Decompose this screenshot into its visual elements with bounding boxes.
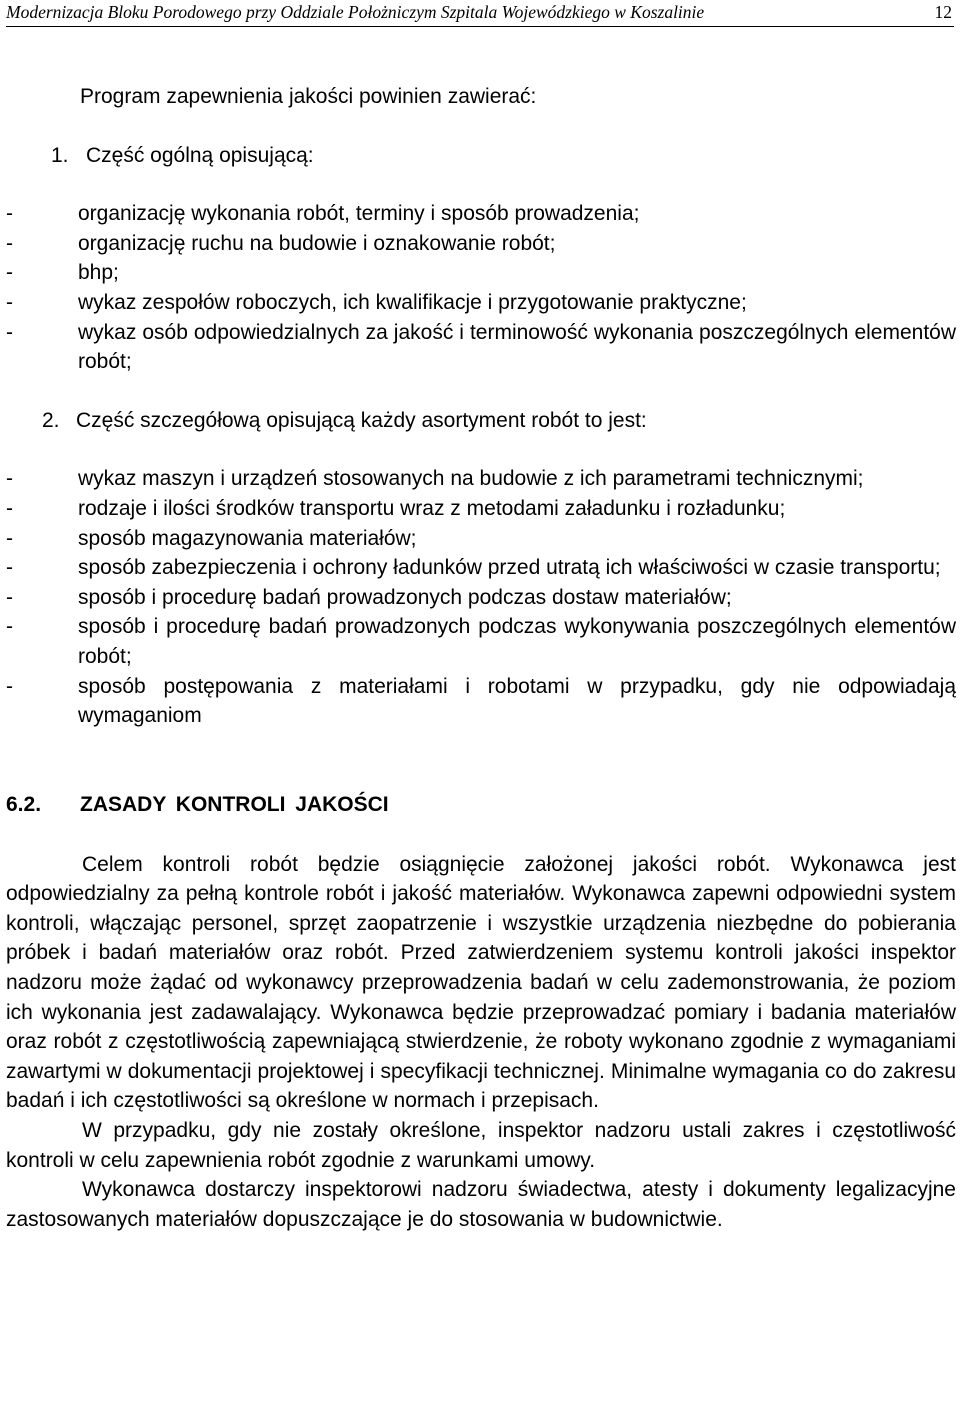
document-body <box>6 82 956 1234</box>
list-item: - sposób magazynowania materiałów; <box>6 524 956 554</box>
header-title: Modernizacja Bloku Porodowego przy Oddziale Położniczym Szpitala Wojewódzkiego w Koszalinie <box>6 2 705 22</box>
section-number: 6.2. <box>6 792 42 816</box>
page-number: 12 <box>934 2 952 22</box>
section-heading <box>6 790 956 820</box>
part2-list <box>6 464 956 730</box>
part1-title: Część ogólną opisującą: <box>86 143 314 167</box>
part1-list <box>6 199 956 377</box>
list-item: - wykaz osób odpowiedzialnych za jakość i terminowość wykonania poszczególnych elementów robót; <box>6 318 956 377</box>
intro-text: Program zapewnienia jakości powinien zawierać: <box>80 85 537 108</box>
list-item: - wykaz zespołów roboczych, ich kwalifikacje i przygotowanie praktyczne; <box>6 288 956 318</box>
section-title: ZASADY KONTROLI JAKOŚCI <box>80 792 389 816</box>
part2-heading <box>6 406 956 436</box>
list-item: - wykaz maszyn i urządzeń stosowanych na budowie z ich parametrami technicznymi; <box>6 464 956 494</box>
list-item: - organizację ruchu na budowie i oznakowanie robót; <box>6 229 956 259</box>
list-item: - rodzaje i ilości środków transportu wraz z metodami załadunku i rozładunku; <box>6 494 956 524</box>
spacer <box>6 760 956 790</box>
page-header <box>6 2 954 27</box>
part2-number: 2. <box>42 408 60 432</box>
list-item: - sposób postępowania z materiałami i robotami w przypadku, gdy nie odpowiadają wymaganiom <box>6 672 956 731</box>
list-item: - sposób i procedurę badań prowadzonych podczas wykonywania poszczególnych elementów robót; <box>6 612 956 671</box>
part1-heading <box>6 141 956 171</box>
list-item: - sposób zabezpieczenia i ochrony ładunków przed utratą ich właściwości w czasie transportu; <box>6 553 956 583</box>
part1-number: 1. <box>51 143 69 167</box>
list-item: - bhp; <box>6 258 956 288</box>
section-paragraph: Wykonawca dostarczy inspektorowi nadzoru świadectwa, atesty i dokumenty legalizacyjne zastosowanych materiałów dopuszczające je do stosowania w budownictwie. <box>6 1178 956 1231</box>
section-paragraph: Celem kontroli robót będzie osiągnięcie założonej jakości robót. Wykonawca jest odpowiedzialny za pełną kontrole robót i jakość materiałów. Wykonawca zapewni odpowiedni system kontroli, włączając personel, sprzęt zaopatrzenie i wszystkie urządzenia niezbędne do pobierania próbek i badań materiałów oraz robót. Przed zatwierdzeniem systemu kontroli jakości inspektor nadzoru może żądać od wykonawcy przeprowadzenia badań w celu zademonstrowania, że poziom ich wykonania jest zadawalający. Wykonawca będzie przeprowadzać pomiary i badania materiałów oraz robót z częstotliwością zapewniającą stwierdzenie, że roboty wykonano zgodnie z wymaganiami zawartymi w dokumentacji projektowej i specyfikacji technicznej. Minimalne wymagania co do zakresu badań i ich częstotliwości są określone w normach i przepisach. <box>6 852 956 1113</box>
section-paragraph: W przypadku, gdy nie zostały określone, inspektor nadzoru ustali zakres i częstotliwość kontroli w celu zapewnienia robót zgodnie z warunkami umowy. <box>6 1119 956 1172</box>
list-item: - organizację wykonania robót, terminy i sposób prowadzenia; <box>6 199 956 229</box>
part2-title: Część szczegółową opisującą każdy asortyment robót to jest: <box>76 408 647 432</box>
list-item: - sposób i procedurę badań prowadzonych podczas dostaw materiałów; <box>6 583 956 613</box>
